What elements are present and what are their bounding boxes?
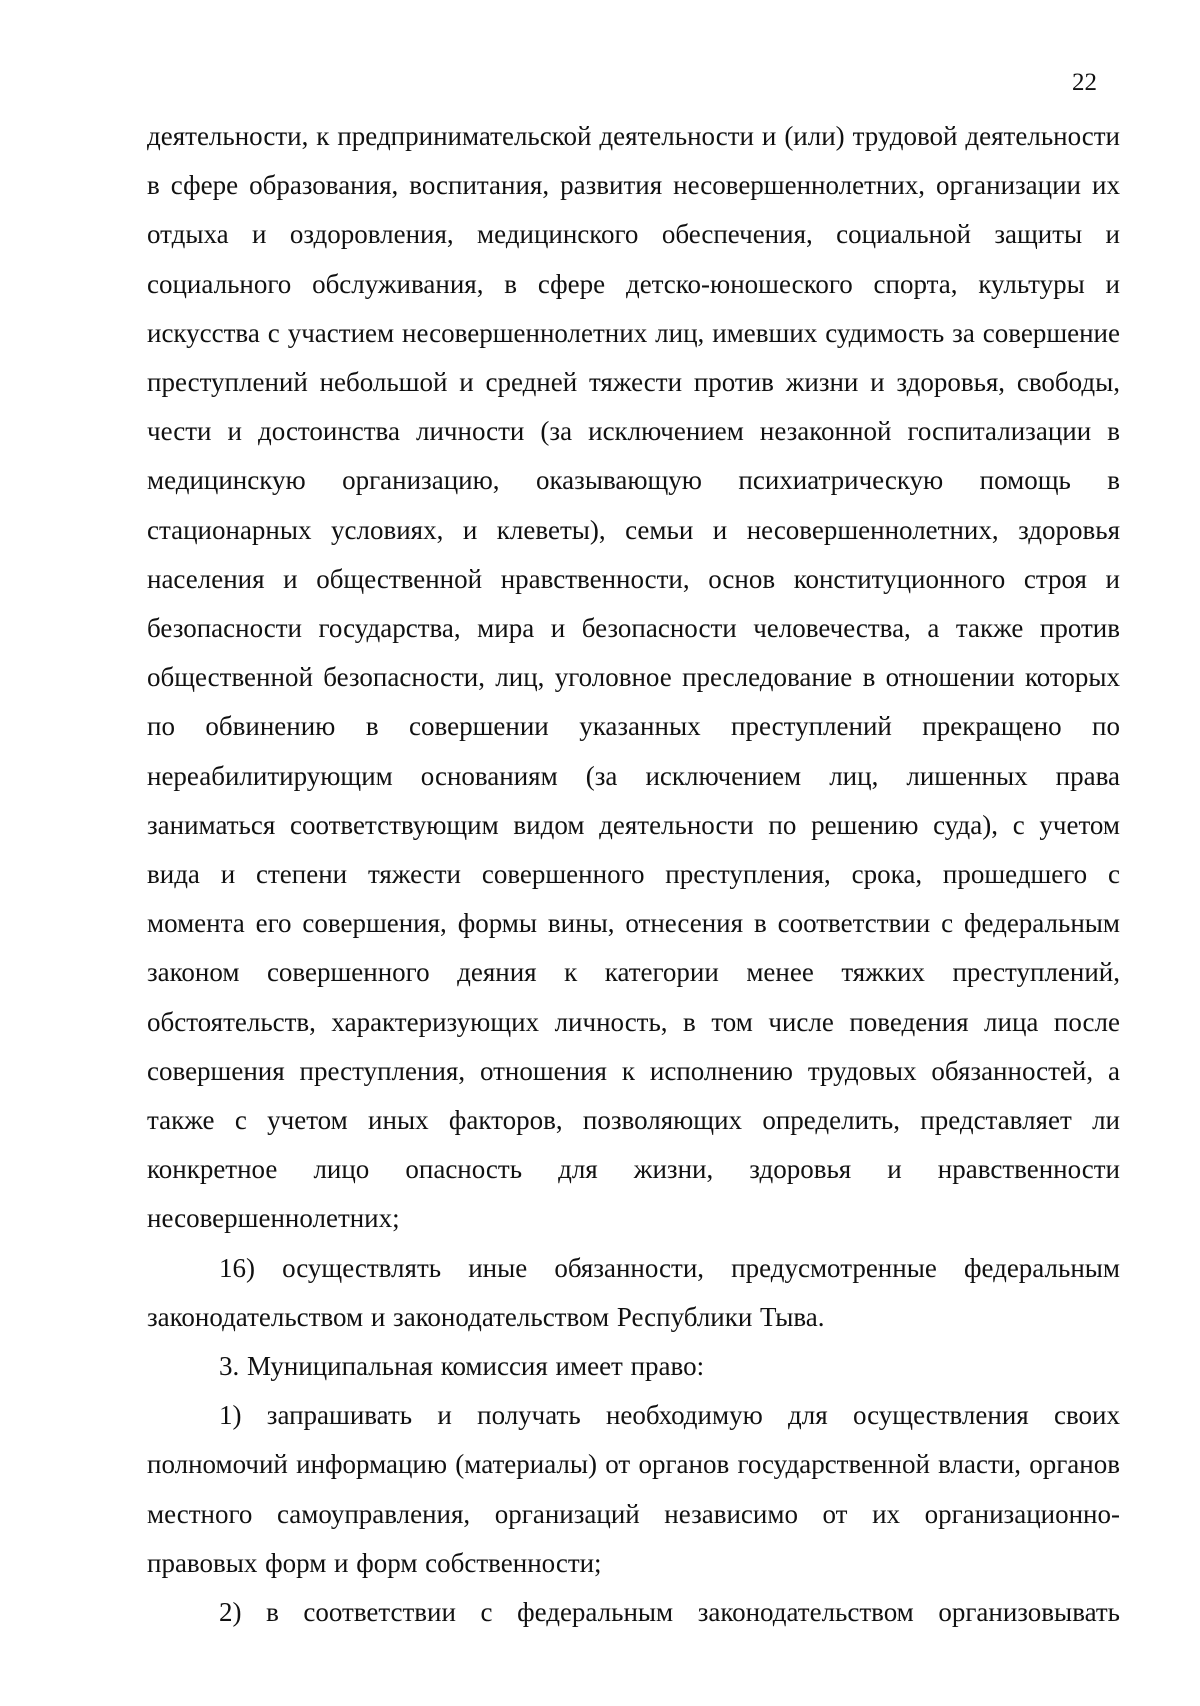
page-number: 22	[1072, 69, 1097, 96]
section-heading-3: 3. Муниципальная комиссия имеет право:	[219, 1351, 705, 1382]
paragraph-continuation: деятельности, к предпринимательской деятельности и (или) трудовой деятельности в сфере образования, воспитания, развития несовершеннолетних, организации их отдыха и оздоровления, медицинского обеспечения, социальной защиты и социального обслуживания, в сфере детско-юношеского спорта, культуры и искусства с участием несовершеннолетних лиц, имевших судимость за совершение преступлений небольшой и средней тяжести против жизни и здоровья, свободы, чести и достоинства личности (за исключением незаконной госпитализации в медицинскую организацию, оказывающую психиатрическую помощь в стационарных условиях, и клеветы), семьи и несовершеннолетних, здоровья населения и общественной нравственности, основ конституционного строя и безопасности государства, мира и безопасности человечества, а также против общественной безопасности, лиц, уголовное преследование в отношении которых по обвинению в совершении указанных преступлений прекращено по нереабилитирующим основаниям (за исключением лиц, лишенных права заниматься соответствующим видом деятельности по решению суда), с учетом вида и степени тяжести совершенного преступления, срока, прошедшего с момента его совершения, формы вины, отнесения в соответствии с федеральным законом совершенного деяния к категории менее тяжких преступлений, обстоятельств, характеризующих личность, в том числе поведения лица после совершения преступления, отношения к исполнению трудовых обязанностей, а также с учетом иных факторов, позволяющих определить, представляет ли конкретное лицо опасность для жизни, здоровья и нравственности несовершеннолетних;	[147, 121, 1120, 1234]
paragraph-right-1: 1) запрашивать и получать необходимую для осуществления своих полномочий информацию (материалы) от органов государственной власти, органов местного самоуправления, организаций независимо от их организационно-правовых форм и форм собственности;	[147, 1400, 1120, 1578]
document-body	[147, 112, 1120, 1637]
paragraph-item-16: 16) осуществлять иные обязанности, предусмотренные федеральным законодательством и законодательством Республики Тыва.	[147, 1252, 1120, 1332]
paragraph-right-2: 2) в соответствии с федеральным законодательством организовывать	[219, 1597, 1120, 1628]
